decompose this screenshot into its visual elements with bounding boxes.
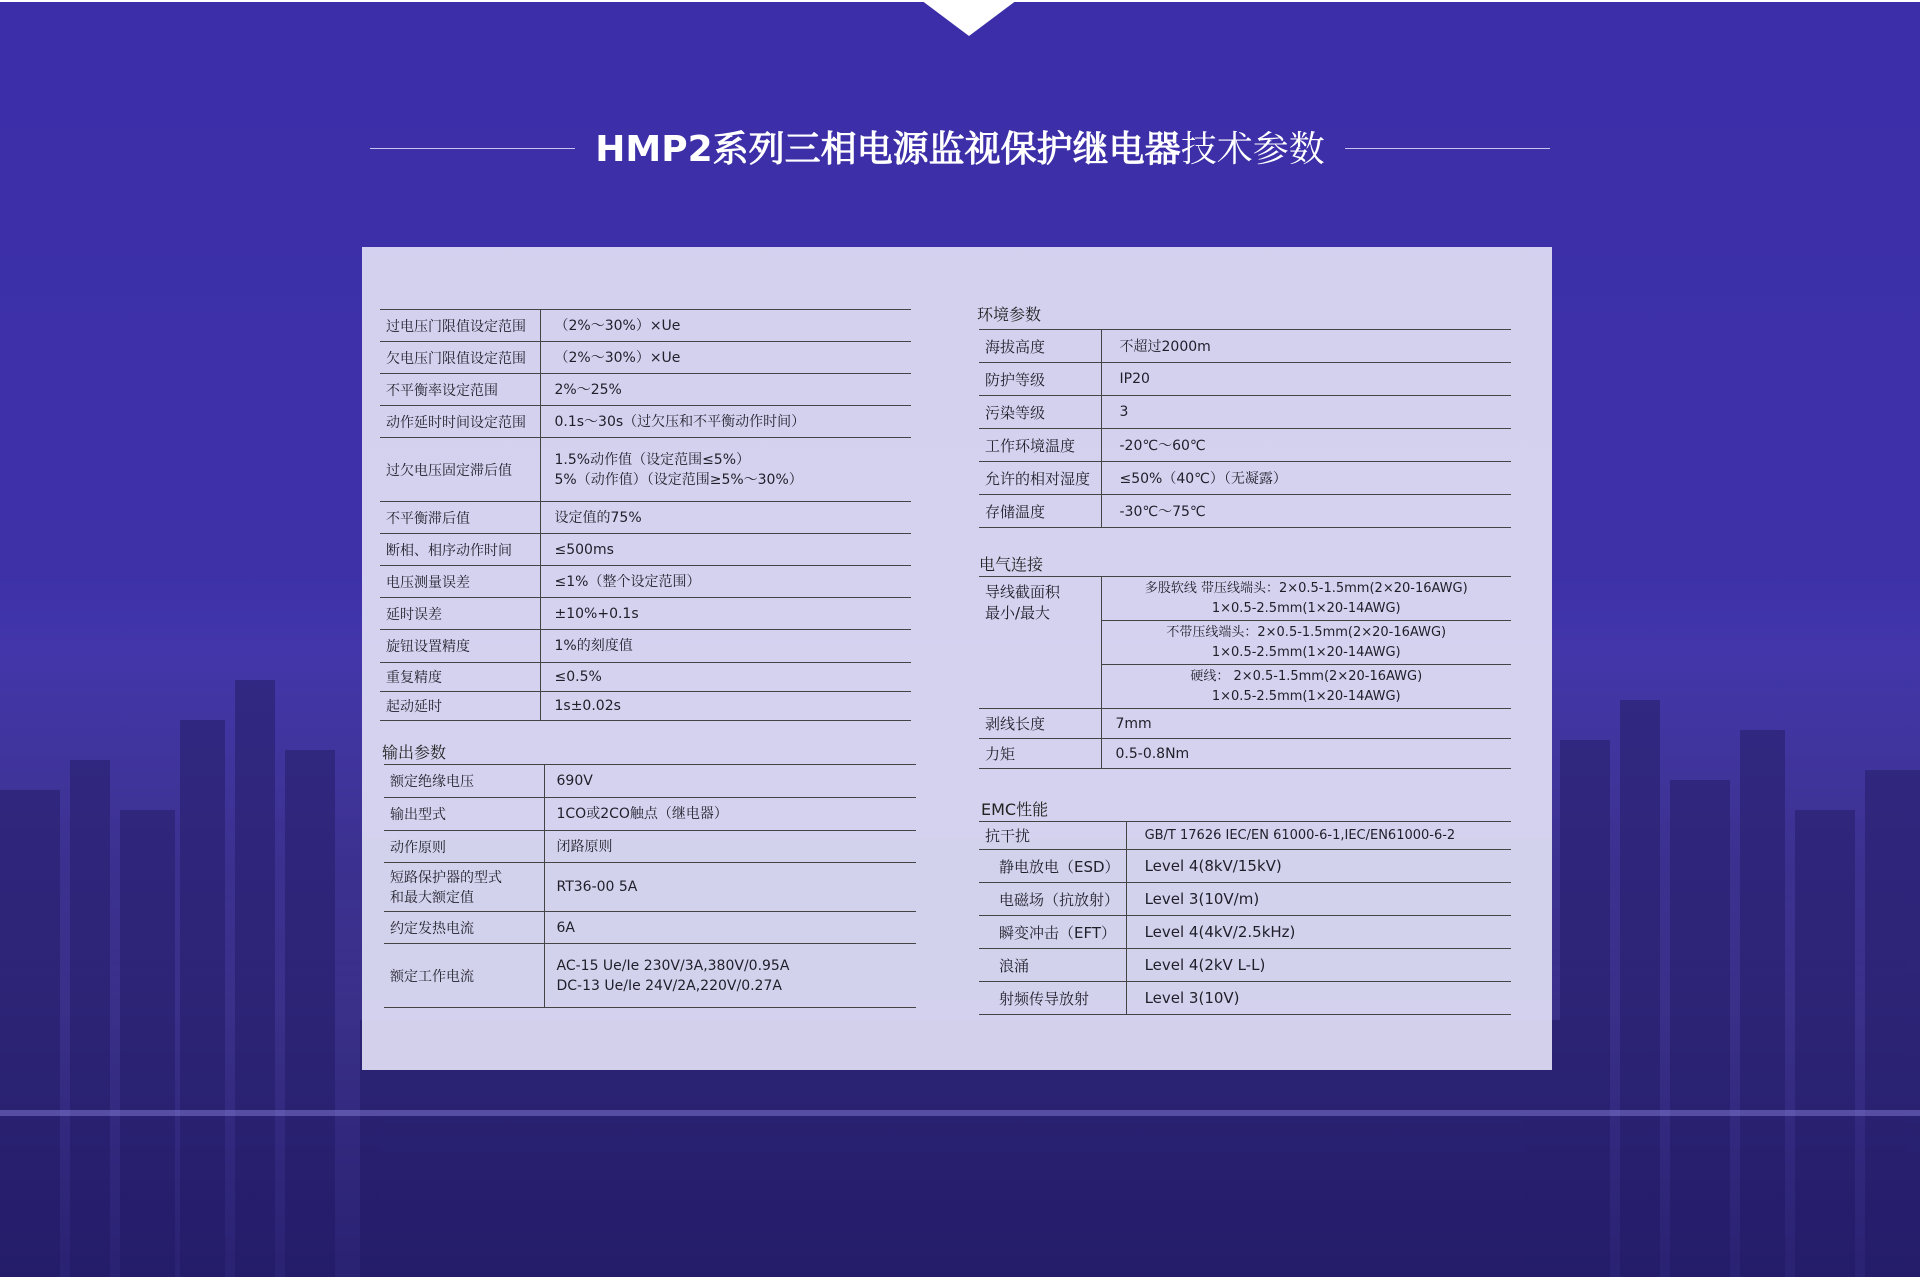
spec-label: 力矩 bbox=[979, 739, 1101, 769]
spec-value bbox=[544, 944, 916, 1008]
spec-label: 工作环境温度 bbox=[979, 429, 1101, 462]
spec-value bbox=[544, 831, 916, 863]
spec-value bbox=[544, 798, 916, 831]
output-section-title: 输出参数 bbox=[382, 743, 447, 762]
spec-label: 浪涌 bbox=[979, 949, 1126, 982]
table-row bbox=[380, 342, 911, 374]
table-row bbox=[384, 912, 916, 944]
table-row bbox=[979, 916, 1511, 949]
spec-value bbox=[544, 863, 916, 912]
wire-spec-value-line: 1×0.5-2.5mm(1×20-14AWG) bbox=[1211, 644, 1401, 660]
spec-value-line: 690V bbox=[556, 773, 593, 789]
spec-value: GB/T 17626 IEC/EN 61000-6-1,IEC/EN61000-6-2 bbox=[1126, 822, 1511, 850]
spec-label: 起动延时 bbox=[380, 692, 540, 721]
spec-label: 存储温度 bbox=[979, 495, 1101, 528]
table-row bbox=[380, 663, 911, 692]
spec-value: -20℃～60℃ bbox=[1101, 429, 1511, 462]
spec-value bbox=[540, 438, 911, 502]
spec-value: IP20 bbox=[1101, 363, 1511, 396]
wire-spec-value bbox=[1101, 577, 1511, 621]
table-row bbox=[979, 883, 1511, 916]
table-row bbox=[380, 534, 911, 566]
spec-value: Level 4(2kV L-L) bbox=[1126, 949, 1511, 982]
spec-label-line: 短路保护器的型式 bbox=[390, 870, 502, 886]
table-row bbox=[380, 598, 911, 630]
spec-value-line: ≤500ms bbox=[554, 541, 614, 558]
environment-table bbox=[979, 329, 1511, 528]
table-row bbox=[380, 566, 911, 598]
emc-section-title: EMC性能 bbox=[981, 800, 1049, 819]
spec-value bbox=[540, 663, 911, 692]
spec-value bbox=[540, 534, 911, 566]
spec-value-line: 闭路原则 bbox=[556, 838, 613, 855]
spec-label-line: 额定绝缘电压 bbox=[390, 774, 474, 790]
spec-label: 不平衡滞后值 bbox=[380, 502, 540, 534]
emc-table bbox=[979, 821, 1511, 1015]
spec-value bbox=[540, 630, 911, 663]
table-row bbox=[380, 310, 911, 342]
spec-label: 防护等级 bbox=[979, 363, 1101, 396]
title-line-right bbox=[1345, 148, 1550, 149]
spec-value: -30℃～75℃ bbox=[1101, 495, 1511, 528]
spec-value bbox=[544, 912, 916, 944]
table-row bbox=[979, 495, 1511, 528]
spec-value bbox=[540, 566, 911, 598]
wire-spec-value-line: 多股软线 带压线端头：2×0.5-1.5mm(2×20-16AWG) bbox=[1144, 580, 1468, 596]
spec-panel bbox=[362, 247, 1552, 1070]
spec-value bbox=[540, 598, 911, 630]
spec-label: 延时误差 bbox=[380, 598, 540, 630]
electrical-section-title: 电气连接 bbox=[979, 555, 1044, 574]
spec-label: 电磁场（抗放射） bbox=[979, 883, 1126, 916]
table-row bbox=[979, 330, 1511, 363]
spec-label: 不平衡率设定范围 bbox=[380, 374, 540, 406]
table-row bbox=[380, 692, 911, 721]
table-row bbox=[384, 863, 916, 912]
spec-value-line: 5%（动作值）（设定范围≥5%～30%） bbox=[554, 471, 803, 488]
spec-label: 抗干扰 bbox=[979, 822, 1126, 850]
page-title-bold: HMP2系列三相电源监视保护继电器 bbox=[595, 129, 1181, 170]
spec-value: 不超过2000m bbox=[1101, 330, 1511, 363]
wire-spec-value bbox=[1101, 665, 1511, 709]
spec-label-line: 额定工作电流 bbox=[390, 968, 474, 985]
spec-label bbox=[384, 798, 544, 831]
output-table bbox=[384, 764, 916, 1008]
spec-value-line: 0.1s～30s（过欠压和不平衡动作时间） bbox=[554, 413, 806, 430]
table-row bbox=[380, 630, 911, 663]
table-row bbox=[384, 798, 916, 831]
spec-value-line: 1.5%动作值（设定范围≤5%） bbox=[554, 451, 751, 468]
spec-label bbox=[384, 765, 544, 798]
spec-value-line: AC-15 Ue/Ie 230V/3A,380V/0.95A bbox=[556, 957, 790, 974]
spec-value bbox=[540, 310, 911, 342]
spec-label: 欠电压门限值设定范围 bbox=[380, 342, 540, 374]
spec-value-line: 1s±0.02s bbox=[554, 698, 621, 714]
spec-label: 重复精度 bbox=[380, 663, 540, 692]
spec-label: 静电放电（ESD） bbox=[979, 850, 1126, 883]
spec-value bbox=[540, 692, 911, 721]
spec-value bbox=[540, 406, 911, 438]
spec-value: ≤50%（40℃）（无凝露） bbox=[1101, 462, 1511, 495]
environment-section-title: 环境参数 bbox=[977, 305, 1042, 324]
spec-label: 剥线长度 bbox=[979, 709, 1101, 739]
table-row bbox=[979, 577, 1511, 621]
table-row bbox=[384, 831, 916, 863]
table-row bbox=[979, 462, 1511, 495]
wire-section-label-line: 导线截面积 bbox=[985, 583, 1061, 601]
spec-value-line: 2%～25% bbox=[554, 381, 622, 398]
spec-label-line: 输出型式 bbox=[390, 807, 446, 823]
spec-value bbox=[544, 765, 916, 798]
spec-label: 过欠电压固定滞后值 bbox=[380, 438, 540, 502]
spec-value-line: ≤0.5% bbox=[554, 669, 602, 685]
spec-value: Level 4(4kV/2.5kHz) bbox=[1126, 916, 1511, 949]
wire-spec-value bbox=[1101, 621, 1511, 665]
table-row bbox=[979, 822, 1511, 850]
spec-label: 瞬变冲击（EFT） bbox=[979, 916, 1126, 949]
page-title bbox=[590, 120, 1330, 180]
spec-label: 过电压门限值设定范围 bbox=[380, 310, 540, 342]
spec-label: 允许的相对湿度 bbox=[979, 462, 1101, 495]
spec-label-line: 动作原则 bbox=[390, 839, 446, 856]
spec-value: 3 bbox=[1101, 396, 1511, 429]
table-row bbox=[380, 502, 911, 534]
spec-label bbox=[384, 912, 544, 944]
wire-section-label-line: 最小/最大 bbox=[985, 604, 1051, 622]
spec-value-line: 6A bbox=[556, 919, 575, 936]
spec-value: Level 3(10V) bbox=[1126, 982, 1511, 1015]
table-row bbox=[979, 709, 1511, 739]
title-line-left bbox=[370, 148, 575, 149]
spec-label: 电压测量误差 bbox=[380, 566, 540, 598]
spec-label bbox=[384, 831, 544, 863]
spec-label bbox=[384, 863, 544, 912]
table-row bbox=[380, 406, 911, 438]
spec-value-line: DC-13 Ue/Ie 24V/2A,220V/0.27A bbox=[556, 977, 782, 994]
spec-value-line: ≤1%（整个设定范围） bbox=[554, 573, 701, 590]
spec-value-line: ±10%+0.1s bbox=[554, 605, 639, 622]
spec-value-line: 1CO或2CO触点（继电器） bbox=[556, 806, 728, 822]
spec-label: 射频传导放射 bbox=[979, 982, 1126, 1015]
spec-value: Level 3(10V/m) bbox=[1126, 883, 1511, 916]
spec-label: 动作延时时间设定范围 bbox=[380, 406, 540, 438]
protection-table bbox=[380, 309, 911, 721]
table-row bbox=[979, 363, 1511, 396]
spec-value-line: 设定值的75% bbox=[554, 509, 642, 526]
table-row bbox=[380, 438, 911, 502]
spec-value-line: 1%的刻度值 bbox=[554, 638, 633, 654]
spec-value-line: （2%～30%）×Ue bbox=[554, 317, 681, 334]
spec-value-line: RT36-00 5A bbox=[556, 879, 638, 895]
spec-label-line: 和最大额定值 bbox=[390, 890, 474, 906]
spec-value bbox=[540, 342, 911, 374]
spec-value bbox=[540, 502, 911, 534]
wire-spec-value-line: 1×0.5-2.5mm(1×20-14AWG) bbox=[1211, 600, 1401, 616]
top-notch-marker bbox=[921, 0, 1017, 36]
table-row bbox=[979, 982, 1511, 1015]
page-title-light: 技术参数 bbox=[1180, 129, 1325, 170]
spec-label: 污染等级 bbox=[979, 396, 1101, 429]
spec-label: 断相、相序动作时间 bbox=[380, 534, 540, 566]
wire-spec-value-line: 硬线： 2×0.5-1.5mm(2×20-16AWG) bbox=[1190, 668, 1423, 684]
spec-label-line: 约定发热电流 bbox=[390, 920, 474, 937]
table-row bbox=[979, 396, 1511, 429]
table-row bbox=[979, 850, 1511, 883]
table-row bbox=[384, 765, 916, 798]
wire-spec-value-line: 1×0.5-2.5mm(1×20-14AWG) bbox=[1211, 688, 1401, 704]
spec-value: 7mm bbox=[1101, 709, 1511, 739]
table-row bbox=[979, 739, 1511, 769]
spec-value bbox=[540, 374, 911, 406]
spec-label: 旋钮设置精度 bbox=[380, 630, 540, 663]
table-row bbox=[380, 374, 911, 406]
spec-label: 海拔高度 bbox=[979, 330, 1101, 363]
spec-value-line: （2%～30%）×Ue bbox=[554, 349, 681, 366]
table-row bbox=[979, 429, 1511, 462]
spec-value: Level 4(8kV/15kV) bbox=[1126, 850, 1511, 883]
spec-value: 0.5-0.8Nm bbox=[1101, 739, 1511, 769]
wire-spec-value-line: 不带压线端头：2×0.5-1.5mm(2×20-16AWG) bbox=[1166, 624, 1447, 640]
header bbox=[0, 120, 1920, 180]
table-row bbox=[979, 949, 1511, 982]
spec-label bbox=[384, 944, 544, 1008]
wire-section-label bbox=[979, 577, 1101, 709]
electrical-table bbox=[979, 576, 1511, 769]
table-row bbox=[384, 944, 916, 1008]
